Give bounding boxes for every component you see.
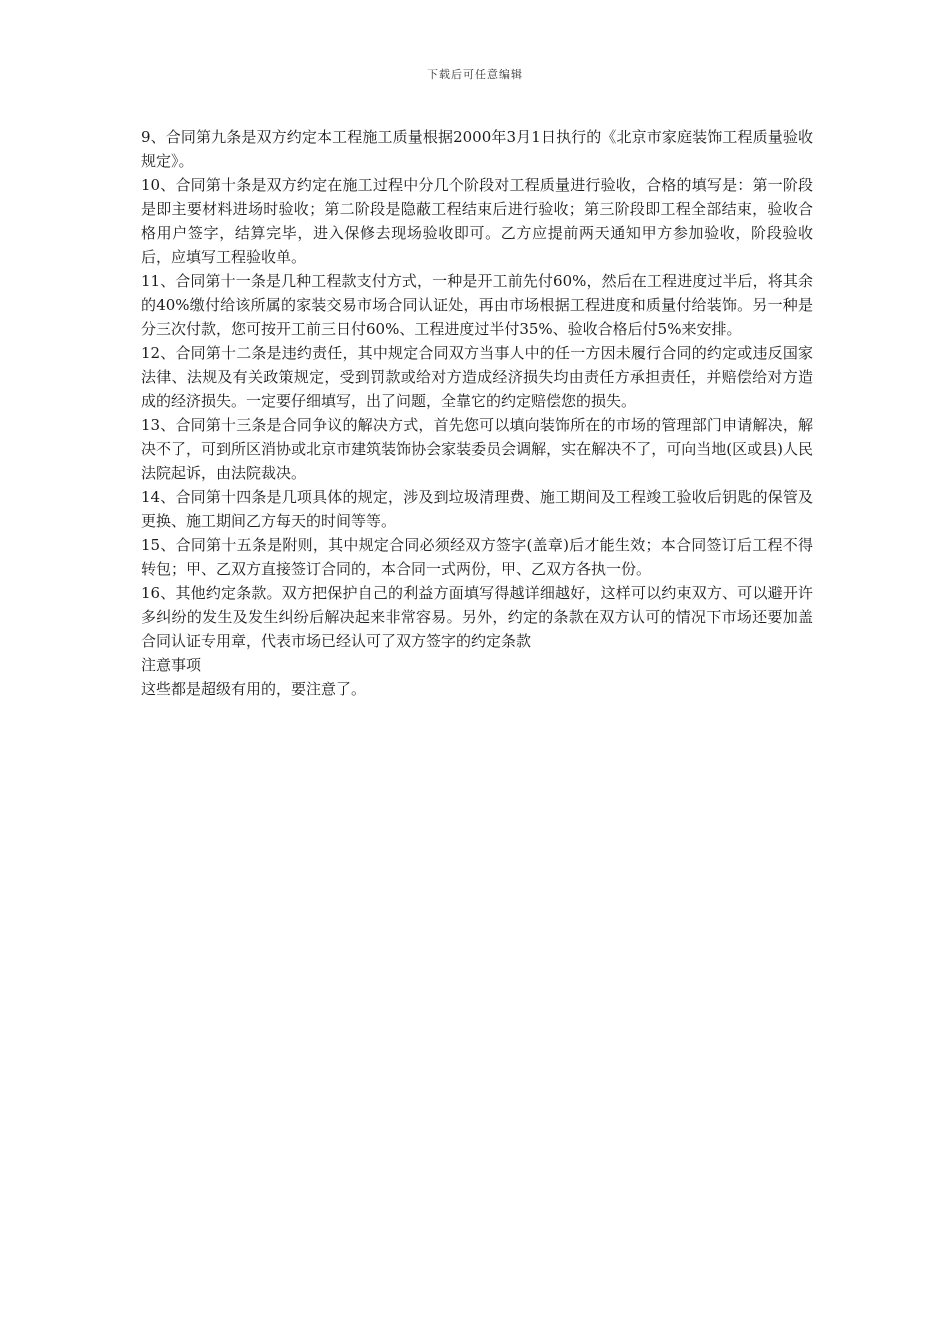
paragraph-clause-13: 13、合同第十三条是合同争议的解决方式，首先您可以填向装饰所在的市场的管理部门申请解决，解决不了，可到所区消协或北京市建筑装饰协会家装委员会调解，实在解决不了，可向当地(区或县)人民法院起诉，由法院裁决。: [141, 416, 813, 482]
section-heading-notes: 注意事项: [141, 656, 202, 674]
document-body: [141, 125, 813, 701]
paragraph-notes: 这些都是超级有用的，要注意了。: [141, 680, 367, 698]
paragraph-clause-9: 9、合同第九条是双方约定本工程施工质量根据2000年3月1日执行的《北京市家庭装饰工程质量验收规定》。: [141, 128, 813, 170]
paragraph-clause-10: 10、合同第十条是双方约定在施工过程中分几个阶段对工程质量进行验收，合格的填写是：第一阶段是即主要材料进场时验收；第二阶段是隐蔽工程结束后进行验收；第三阶段即工程全部结束，验收合格用户签字，结算完毕，进入保修去现场验收即可。乙方应提前两天通知甲方参加验收，阶段验收后，应填写工程验收单。: [141, 176, 813, 266]
paragraph-clause-12: 12、合同第十二条是违约责任，其中规定合同双方当事人中的任一方因未履行合同的约定或违反国家法律、法规及有关政策规定，受到罚款或给对方造成经济损失均由责任方承担责任，并赔偿给对方造成的经济损失。一定要仔细填写，出了问题，全靠它的约定赔偿您的损失。: [141, 344, 813, 410]
paragraph-clause-11: 11、合同第十一条是几种工程款支付方式，一种是开工前先付60%，然后在工程进度过半后，将其余的40%缴付给该所属的家装交易市场合同认证处，再由市场根据工程进度和质量付给装饰。另一种是分三次付款，您可按开工前三日付60%、工程进度过半付35%、验收合格后付5%来安排。: [141, 272, 813, 338]
paragraph-clause-15: 15、合同第十五条是附则，其中规定合同必须经双方签字(盖章)后才能生效；本合同签订后工程不得转包；甲、乙双方直接签订合同的，本合同一式两份，甲、乙双方各执一份。: [141, 536, 813, 578]
paragraph-clause-16: 16、其他约定条款。双方把保护自己的利益方面填写得越详细越好，这样可以约束双方、可以避开许多纠纷的发生及发生纠纷后解决起来非常容易。另外，约定的条款在双方认可的情况下市场还要加盖合同认证专用章，代表市场已经认可了双方签字的约定条款: [141, 584, 813, 650]
page-header: 下载后可任意编辑: [427, 68, 523, 81]
paragraph-clause-14: 14、合同第十四条是几项具体的规定，涉及到垃圾清理费、施工期间及工程竣工验收后钥匙的保管及更换、施工期间乙方每天的时间等等。: [141, 488, 813, 530]
